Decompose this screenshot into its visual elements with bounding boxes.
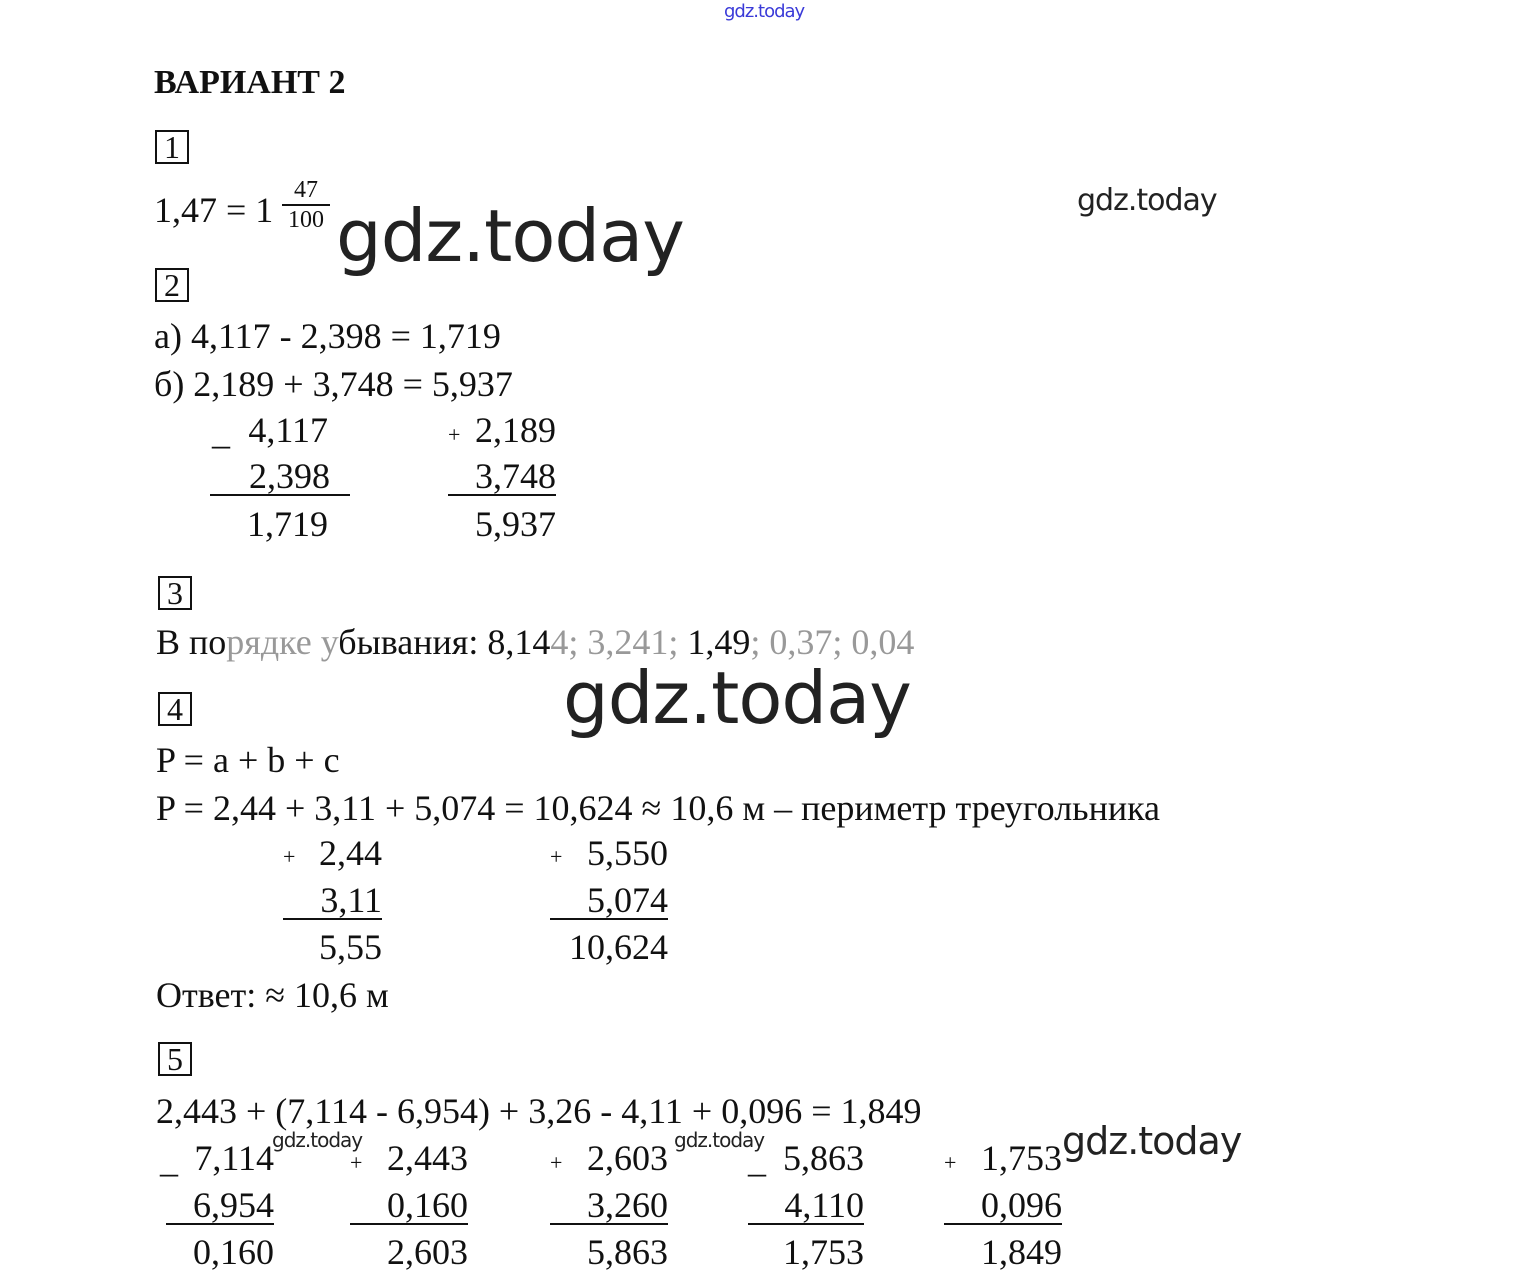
watermark-medium: gdz.today <box>1062 1119 1242 1163</box>
result: 2,603 <box>387 1232 468 1272</box>
operand-top: 5,863 <box>783 1138 864 1178</box>
result: 5,937 <box>475 504 556 544</box>
operand-top: 1,753 <box>981 1138 1062 1178</box>
watermark-tiny-2: gdz.today <box>674 1128 765 1152</box>
watermark-large-1: gdz.today <box>336 194 684 278</box>
plus-sign: + <box>350 1150 363 1175</box>
result: 1,753 <box>783 1232 864 1272</box>
plus-sign: + <box>944 1150 957 1175</box>
task1-fraction <box>282 178 330 232</box>
operand-bottom: 2,398 <box>210 458 350 496</box>
fraction-bar <box>282 204 330 206</box>
operand-bottom: 4,110 <box>748 1187 864 1225</box>
operand-top: 2,44 <box>319 833 382 873</box>
watermark-tiny-1: gdz.today <box>272 1128 363 1152</box>
task3-text <box>156 624 914 660</box>
minus-sign: _ <box>748 1140 766 1180</box>
operand-top: 2,603 <box>587 1138 668 1178</box>
task-number-box: 4 <box>158 692 192 726</box>
watermark-top: gdz.today <box>724 1 805 22</box>
page-title: ВАРИАНТ 2 <box>154 64 346 101</box>
task4-answer: Ответ: ≈ 10,6 м <box>156 975 389 1015</box>
task-number-box: 1 <box>155 130 189 164</box>
task1-equation: 1,47 = 1 <box>154 190 274 230</box>
operand-top: 4,117 <box>248 410 328 450</box>
minus-sign: _ <box>212 412 230 452</box>
result: 5,55 <box>319 927 382 967</box>
task3-text-part: ; 0,37; 0,04 <box>750 622 915 662</box>
fraction-numerator: 47 <box>294 177 318 203</box>
task3-text-part: рядке у <box>226 622 339 662</box>
operand-bottom: 6,954 <box>166 1187 274 1225</box>
task2-line-b: б) 2,189 + 3,748 = 5,937 <box>154 364 513 404</box>
operand-top: 2,443 <box>387 1138 468 1178</box>
plus-sign: + <box>550 844 563 869</box>
plus-sign: + <box>448 422 461 447</box>
operand-bottom: 3,748 <box>448 458 556 496</box>
result: 0,160 <box>193 1232 274 1272</box>
result: 10,624 <box>569 927 668 967</box>
task-number-box: 5 <box>158 1042 192 1076</box>
minus-sign: _ <box>160 1140 178 1180</box>
operand-top: 7,114 <box>194 1138 274 1178</box>
task3-text-part: 4; 3,241; <box>550 622 679 662</box>
operand-bottom: 3,260 <box>550 1187 668 1225</box>
operand-bottom: 3,11 <box>283 882 382 920</box>
operand-bottom: 0,160 <box>350 1187 468 1225</box>
fraction-denominator: 100 <box>288 207 324 233</box>
result: 1,719 <box>247 504 328 544</box>
operand-top: 2,189 <box>475 410 556 450</box>
watermark-large-2: gdz.today <box>563 656 911 740</box>
plus-sign: + <box>550 1150 563 1175</box>
task3-text-part: В по <box>156 622 227 662</box>
task-number-box: 2 <box>155 268 189 302</box>
task2-line-a: а) 4,117 - 2,398 = 1,719 <box>154 316 501 356</box>
operand-bottom: 5,074 <box>550 882 668 920</box>
operand-top: 5,550 <box>587 833 668 873</box>
task5-line: 2,443 + (7,114 - 6,954) + 3,26 - 4,11 + 0,096 = 1,849 <box>156 1091 922 1131</box>
operand-bottom: 0,096 <box>944 1187 1062 1225</box>
task3-text-part: бывания: 8,14 <box>338 622 551 662</box>
task3-text-part: 1,49 <box>678 622 751 662</box>
task4-formula: P = a + b + c <box>156 740 340 780</box>
result: 1,849 <box>981 1232 1062 1272</box>
plus-sign: + <box>283 844 296 869</box>
watermark-small-right: gdz.today <box>1077 183 1217 218</box>
task-number-box: 3 <box>158 576 192 610</box>
result: 5,863 <box>587 1232 668 1272</box>
task4-line: P = 2,44 + 3,11 + 5,074 = 10,624 ≈ 10,6 м – периметр треугольника <box>156 788 1161 828</box>
